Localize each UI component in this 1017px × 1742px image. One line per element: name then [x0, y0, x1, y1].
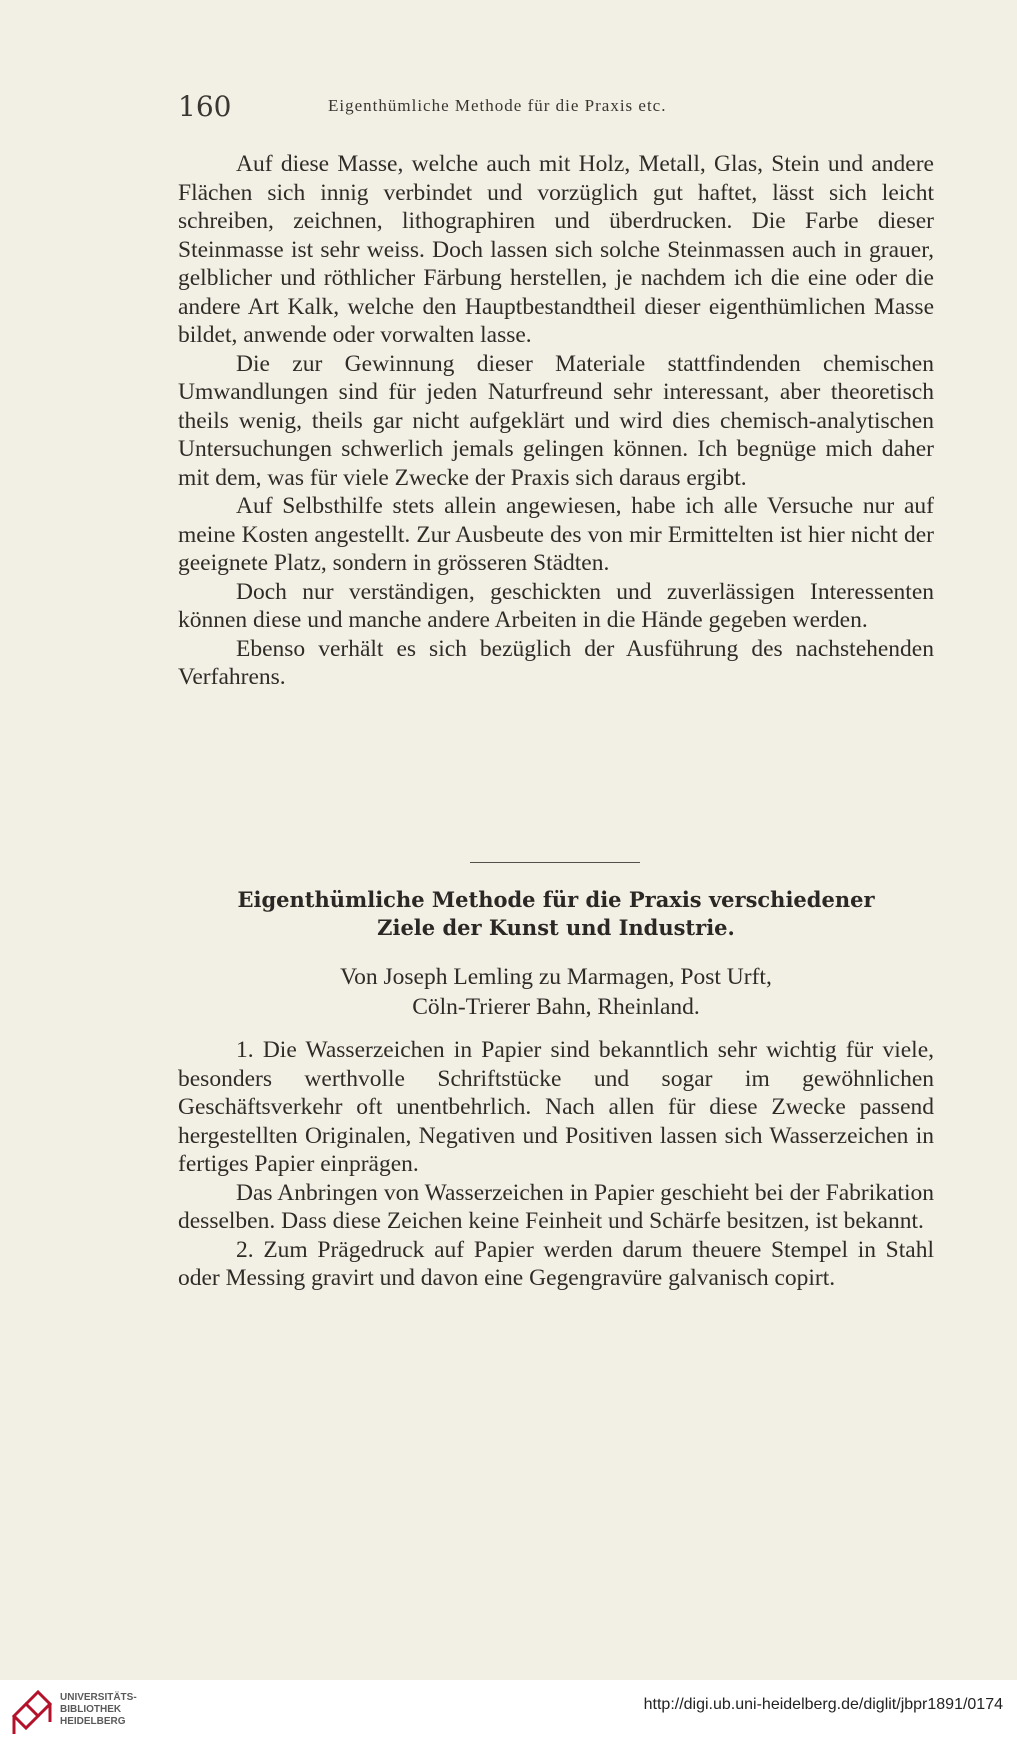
section-divider: [470, 862, 640, 863]
paragraph: 2. Zum Prägedruck auf Papier werden darum theuere Stempel in Stahl oder Messing gravirt und davon eine Gegengravüre galvanisch copirt.: [178, 1236, 934, 1291]
paragraph: Doch nur verständigen, geschickten und zuverlässigen Interessenten können diese und manche andere Arbeiten in die Hände gegeben werden.: [178, 578, 934, 633]
paragraph: 1. Die Wasserzeichen in Papier sind bekanntlich sehr wichtig für viele, besonders werthvolle Schriftstücke und sogar im gewöhnlichen Geschäftsverkehr oft unentbehrlich. Nach allen für diese Zwecke passend hergestellten Originalen, Negativen und Positiven lassen sich Wasserzeichen in fertiges Papier einprägen.: [178, 1037, 934, 1177]
paragraph: Die zur Gewinnung dieser Materiale stattfindenden chemischen Umwandlungen sind für jeden Naturfreund sehr interessant, aber theoretisch theils wenig, theils gar nicht aufgeklärt und wird dies chemisch-analytischen Untersuchungen schwerlich jemals gelingen können. Ich begnüge mich daher mit dem, was für viele Zwecke der Praxis sich daraus ergibt.: [178, 350, 934, 491]
heading-line: Eigenthümliche Methode für die Praxis verschiedener: [237, 887, 875, 912]
heading-line: Ziele der Kunst und Industrie.: [377, 915, 735, 940]
paragraph: Auf Selbsthilfe stets allein angewiesen, habe ich alle Versuche nur auf meine Kosten angestellt. Zur Ausbeute des von mir Ermittelten ist hier nicht der geeignete Platz, sondern in grösseren Städten.: [178, 493, 934, 576]
library-name-line: BIBLIOTHEK: [60, 1704, 122, 1715]
page-header: [178, 90, 938, 130]
body-text-top: [178, 150, 934, 692]
paragraph: Das Anbringen von Wasserzeichen in Papier geschieht bei der Fabrikation desselben. Dass diese Zeichen keine Feinheit und Schärfe besitzen, ist bekannt.: [178, 1179, 934, 1234]
digitization-footer: [0, 1680, 1017, 1742]
library-name-line: HEIDELBERG: [60, 1716, 126, 1727]
body-text-bottom: [178, 1036, 934, 1293]
library-name: [60, 1692, 137, 1728]
running-title: Eigenthümliche Methode für die Praxis etc.: [328, 96, 667, 115]
article-heading: [178, 886, 934, 942]
paragraph: Auf diese Masse, welche auch mit Holz, Metall, Glas, Stein und andere Flächen sich innig verbindet und vorzüglich gut haftet, lässt sich leicht schreiben, zeichnen, lithographiren und überdrucken. Die Farbe dieser Steinmasse ist sehr weiss. Doch lassen sich solche Steinmassen auch in grauer, gelblicher und röthlicher Färbung herstellen, je nachdem ich die eine oder die andere Art Kalk, welche den Hauptbestandtheil dieser eigenthümlichen Masse bildet, anwende oder vorwalten lasse.: [178, 151, 934, 348]
byline-line: Cöln-Trierer Bahn, Rheinland.: [412, 994, 700, 1020]
heidelberg-library-logo-icon: [10, 1686, 54, 1738]
library-name-line: UNIVERSITÄTS-: [60, 1692, 137, 1703]
source-url-link[interactable]: http://digi.ub.uni-heidelberg.de/diglit/jbpr1891/0174: [643, 1696, 1003, 1713]
author-byline: [178, 962, 934, 1022]
byline-line: Von Joseph Lemling zu Marmagen, Post Urft,: [340, 964, 772, 990]
page-number: 160: [178, 90, 232, 123]
paragraph: Ebenso verhält es sich bezüglich der Ausführung des nachstehenden Verfahrens.: [178, 635, 934, 690]
